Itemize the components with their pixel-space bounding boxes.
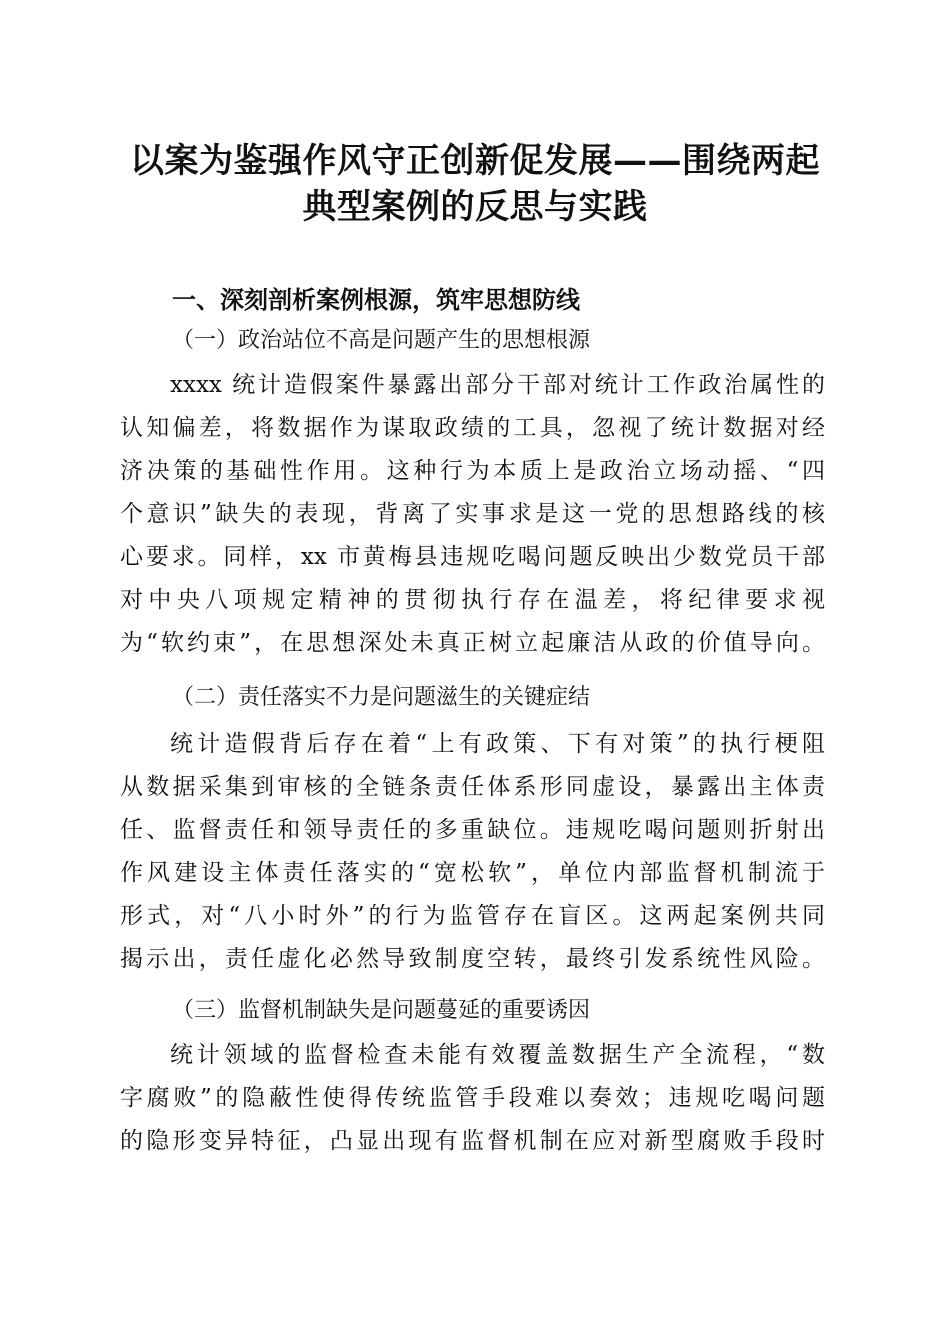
document-title bbox=[100, 138, 850, 230]
paragraph-line: 形式，对“八小时外”的行为监管存在盲区。这两起案例共同 bbox=[120, 903, 825, 929]
paragraph-line: 对中央八项规定精神的贯彻执行存在温差，将纪律要求视 bbox=[120, 587, 825, 613]
paragraph-line: 认知偏差，将数据作为谋取政绩的工具，忽视了统计数据对经 bbox=[120, 415, 825, 441]
paragraph-line: xxxx 统计造假案件暴露出部分干部对统计工作政治属性的 bbox=[170, 372, 825, 398]
paragraph-line: 济决策的基础性作用。这种行为本质上是政治立场动摇、“四 bbox=[120, 458, 825, 484]
subsection-heading-2: （二）责任落实不力是问题滋生的关键症结 bbox=[172, 685, 591, 710]
subsection-heading-1: （一）政治站位不高是问题产生的思想根源 bbox=[172, 328, 591, 353]
subsection-heading-3: （三）监督机制缺失是问题蔓延的重要诱因 bbox=[172, 998, 591, 1023]
paragraph-line: 任、监督责任和领导责任的多重缺位。违规吃喝问题则折射出 bbox=[120, 817, 825, 843]
section-heading-1: 一、深刻剖析案例根源，筑牢思想防线 bbox=[172, 286, 580, 314]
title-line-1: 以案为鉴强作风守正创新促发展——围绕两起 bbox=[130, 141, 820, 181]
paragraph-line: 字腐败”的隐蔽性使得传统监管手段难以奏效；违规吃喝问题 bbox=[120, 1085, 825, 1111]
paragraph-line: 心要求。同样，xx 市黄梅县违规吃喝问题反映出少数党员干部 bbox=[120, 544, 825, 570]
paragraph-line: 作风建设主体责任落实的“宽松软”，单位内部监督机制流于 bbox=[120, 860, 825, 886]
paragraph-line: 统计领域的监督检查未能有效覆盖数据生产全流程，“数 bbox=[170, 1042, 825, 1068]
paragraph-line: 为“软约束”，在思想深处未真正树立起廉洁从政的价值导向。 bbox=[120, 630, 825, 656]
paragraph-line: 揭示出，责任虚化必然导致制度空转，最终引发系统性风险。 bbox=[120, 946, 825, 972]
paragraph-line: 的隐形变异特征，凸显出现有监督机制在应对新型腐败手段时 bbox=[120, 1128, 825, 1154]
paragraph-line: 个意识”缺失的表现，背离了实事求是这一党的思想路线的核 bbox=[120, 501, 825, 527]
paragraph-line: 统计造假背后存在着“上有政策、下有对策”的执行梗阻 bbox=[170, 731, 825, 757]
title-line-2: 典型案例的反思与实践 bbox=[302, 187, 648, 227]
paragraph-line: 从数据采集到审核的全链条责任体系形同虚设，暴露出主体责 bbox=[120, 774, 825, 800]
